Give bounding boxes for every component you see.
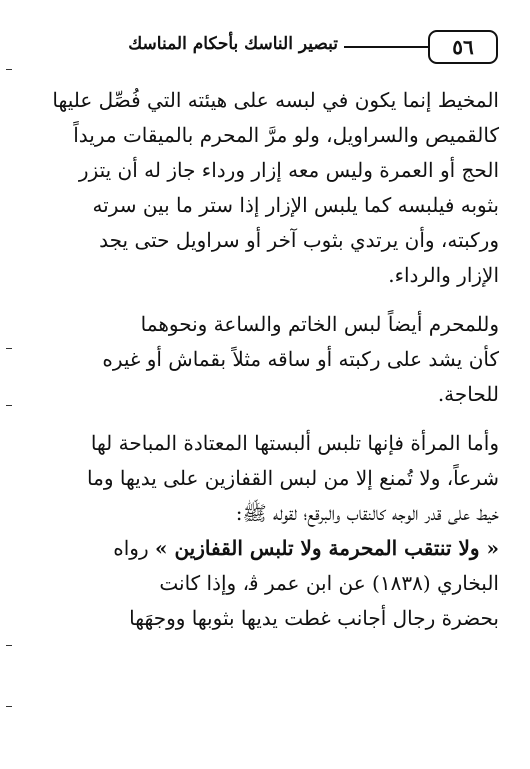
text-line: بحضرة رجال أجانب غطت يديها بثوبها ووجهَها: [129, 606, 499, 630]
text-line: البخاري (١٨٣٨) عن ابن عمر ﭬ، وإذا كانت: [159, 571, 499, 595]
text-line: كأن يشد على ركبته أو ساقه مثلاً بقماش أو غيره: [102, 347, 499, 371]
paragraph-ring-watch: [33, 307, 499, 412]
header-rule: [344, 46, 428, 48]
text-line: كالقميص والسراويل، ولو مرَّ المحرم بالميقات مريداً: [73, 123, 499, 147]
page-number: ٥٦: [428, 30, 498, 64]
text-line: الحج أو العمرة وليس معه إزار ورداء جاز له أن يتزر: [78, 158, 499, 182]
hadith-line: [33, 531, 499, 566]
text-line: المخيط إنما يكون في لبسه على هيئته التي فُصِّل عليها: [52, 88, 499, 112]
paragraph-sewn-garments: [33, 83, 499, 293]
page-body: [33, 83, 499, 636]
text-line: وركبته، وأن يرتدي بثوب آخر أو سراويل حتى يجد: [99, 228, 499, 252]
margin-tick: [6, 348, 12, 349]
hadith-quote: « ولا تنتقب المحرمة ولا تلبس القفازين »: [154, 536, 499, 560]
paragraph-woman-clothing: [33, 426, 499, 636]
text-line: وأما المرأة فإنها تلبس ألبستها المعتادة المباحة لها: [90, 431, 499, 455]
margin-tick: [6, 706, 12, 707]
text-line: شرعاً، ولا تُمنع إلا من لبس القفازين على يديها وما: [87, 466, 499, 490]
text-line: وللمحرم أيضاً لبس الخاتم والساعة ونحوهما: [140, 312, 499, 336]
text-line: بثوبه فيلبسه كما يلبس الإزار إذا ستر ما بين سرته: [92, 193, 499, 217]
margin-tick: [6, 69, 12, 70]
margin-tick: [6, 405, 12, 406]
text-line: خيط على قدر الوجه كالنقاب والبرقع؛ لقوله ﷺ:: [235, 501, 499, 525]
book-title: تبصير الناسك بأحكام المناسك: [128, 34, 338, 54]
hadith-reference: رواه: [113, 536, 149, 560]
text-line: للحاجة.: [437, 382, 499, 406]
text-line: الإزار والرداء.: [388, 263, 499, 287]
running-header: [38, 30, 498, 64]
margin-tick: [6, 645, 12, 646]
